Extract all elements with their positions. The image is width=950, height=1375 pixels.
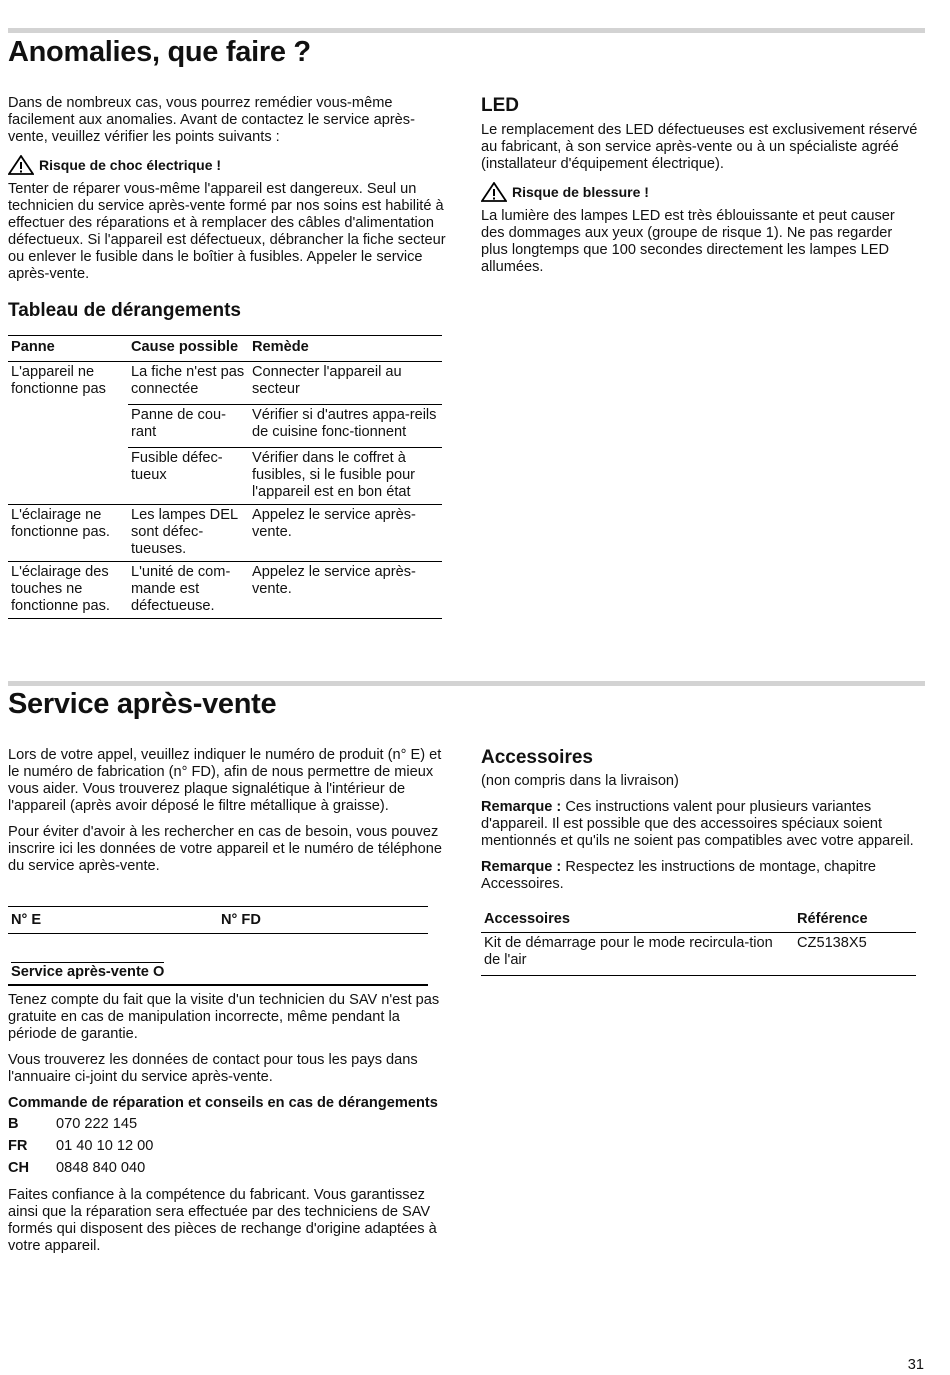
section-divider bbox=[8, 681, 925, 686]
left-column-2 bbox=[8, 747, 450, 884]
warning-text: Tenter de réparer vous-même l'appareil est dangereux. Seul un technicien du service après-vente formé par nos soins est habilité à effectuer des réparations et à remplacer des câbles d'alimentation défectueux. Si l'appareil est défectueux, débrancher la fiche secteur ou enlever le fusible dans le boîtier à fusibles. Appeler le service après-vente. bbox=[8, 181, 446, 282]
appliance-data-form bbox=[8, 906, 428, 986]
accessories-table bbox=[481, 909, 916, 976]
service-note-record: Pour éviter d'avoir à les rechercher en cas de besoin, vous pouvez inscrire ici les données de votre appareil et le numéro de téléphone du service après-vente. bbox=[8, 824, 443, 874]
cell-remede: Connecter l'appareil au secteur bbox=[252, 364, 402, 397]
cell-cause: Panne de cou-rant bbox=[128, 405, 249, 448]
acc-name: Kit de démarrage pour le mode recircula-tion de l'air bbox=[481, 933, 794, 976]
note-label: Remarque : bbox=[481, 799, 562, 815]
form-row-service bbox=[8, 958, 428, 986]
table-row bbox=[481, 933, 916, 976]
acc-header-ref: Référence bbox=[794, 909, 916, 933]
led-text: Le remplacement des LED défectueuses est exclusivement réservé au fabricant, à son service après-vente ou à un spécialiste agréé (installateur d'équipement électrique). bbox=[481, 122, 918, 172]
led-warning-text: La lumière des lampes LED est très éblouissante et peut causer des dommages aux yeux (groupe de risque 1). Ne pas regarder plus longtemps que 100 secondes directement les lampes LED allumées. bbox=[481, 208, 895, 275]
service-intro: Lors de votre appel, veuillez indiquer le numéro de produit (n° E) et le numéro de fabrication (n° FD), afin de nous permettre de mieux vous aider. Vous trouverez plaque signalétique à l'intérieur de l'appareil (après avoir déposé le filtre métallique à graisse). bbox=[8, 747, 442, 814]
cell-panne: L'appareil ne fonctionne pas bbox=[11, 364, 106, 397]
trust-note: Faites confiance à la compétence du fabricant. Vous garantissez ainsi que la réparation sera effectuée par des techniciens de SAV formés qui disposent des pièces de rechange d'origine adaptées à votre appareil. bbox=[8, 1187, 437, 1254]
warning-icon bbox=[8, 155, 34, 175]
cell-cause: Les lampes DEL sont défec-tueuses. bbox=[128, 505, 249, 562]
cell-remede: Vérifier si d'autres appa-reils de cuisine fonc-tionnent bbox=[249, 405, 442, 448]
warning-label: Risque de choc électrique ! bbox=[39, 156, 222, 173]
section-divider bbox=[8, 28, 925, 33]
note-label: Remarque : bbox=[481, 859, 562, 875]
table-row bbox=[8, 362, 442, 405]
table-header-cause: Cause possible bbox=[128, 336, 249, 362]
right-column-2 bbox=[481, 747, 923, 976]
field-fd-label: N° FD bbox=[221, 912, 261, 928]
field-sav-label: Service après-vente O bbox=[11, 964, 165, 980]
form-row-numbers bbox=[8, 906, 428, 934]
section-title-anomalies: Anomalies, que faire ? bbox=[8, 36, 311, 68]
phone-country: B bbox=[8, 1116, 19, 1132]
cell-cause: L'unité de com-mande est défectueuse. bbox=[128, 562, 249, 619]
phone-number: 070 222 145 bbox=[56, 1116, 138, 1132]
phone-row bbox=[8, 1116, 450, 1133]
section-title-service: Service après-vente bbox=[8, 688, 277, 720]
phone-row bbox=[8, 1160, 450, 1177]
left-column-1 bbox=[8, 95, 450, 292]
right-column-1 bbox=[481, 95, 921, 285]
table-row bbox=[8, 562, 442, 619]
cell-remede: Vérifier dans le coffret à fusibles, si le fusible pour l'appareil est en bon état bbox=[249, 448, 442, 505]
accessories-title: Accessoires bbox=[481, 747, 593, 768]
cell-remede: Appelez le service après-vente. bbox=[249, 505, 442, 562]
fault-table bbox=[8, 335, 442, 619]
table-header-remede: Remède bbox=[249, 336, 442, 362]
phone-number: 01 40 10 12 00 bbox=[56, 1138, 154, 1154]
technician-note: Tenez compte du fait que la visite d'un technicien du SAV n'est pas gratuite en cas de manipulation incorrecte, même pendant la période de garantie. bbox=[8, 992, 440, 1042]
led-warning-heading bbox=[481, 182, 921, 202]
note-1-text: Ces instructions valent pour plusieurs variantes d'appareil. Il est possible que des accessoires spéciaux soient mentionnés et qu'ils ne soient pas compatibles avec votre appareil. bbox=[481, 799, 914, 849]
table-header-panne: Panne bbox=[8, 336, 128, 362]
warning-icon bbox=[481, 182, 507, 202]
table-row bbox=[8, 505, 442, 562]
led-title: LED bbox=[481, 95, 519, 116]
acc-header-name: Accessoires bbox=[481, 909, 794, 933]
cell-remede: Appelez le service après-vente. bbox=[249, 562, 442, 619]
cell-panne: L'éclairage des touches ne fonctionne pas. bbox=[8, 562, 128, 619]
cell-panne: L'éclairage ne fonctionne pas. bbox=[8, 505, 128, 562]
led-warning-label: Risque de blessure ! bbox=[512, 183, 649, 200]
phone-number: 0848 840 040 bbox=[56, 1160, 146, 1176]
intro-text: Dans de nombreux cas, vous pourrez remédier vous-même facilement aux anomalies. Avant de contactez le service après-vente, veuillez vérifier les points suivants : bbox=[8, 95, 415, 145]
table-title: Tableau de dérangements bbox=[8, 300, 241, 321]
note-2-text: Respectez les instructions de montage, chapitre Accessoires. bbox=[481, 859, 877, 892]
page-number: 31 bbox=[907, 1357, 924, 1373]
cell-cause: Fusible défec-tueux bbox=[128, 448, 249, 505]
warning-heading bbox=[8, 155, 450, 175]
phone-row bbox=[8, 1138, 450, 1155]
note-2 bbox=[481, 859, 923, 893]
left-column-2b bbox=[8, 992, 450, 1264]
order-title: Commande de réparation et conseils en cas de dérangements bbox=[8, 1095, 438, 1111]
phone-country: CH bbox=[8, 1160, 30, 1176]
note-1 bbox=[481, 799, 923, 850]
accessories-subtitle: (non compris dans la livraison) bbox=[481, 773, 679, 789]
cell-cause: La fiche n'est pas connectée bbox=[131, 364, 245, 397]
phone-country: FR bbox=[8, 1138, 28, 1154]
field-e-label: N° E bbox=[11, 912, 42, 928]
contact-note: Vous trouverez les données de contact pour tous les pays dans l'annuaire ci-joint du service après-vente. bbox=[8, 1052, 418, 1085]
acc-ref: CZ5138X5 bbox=[794, 933, 916, 976]
